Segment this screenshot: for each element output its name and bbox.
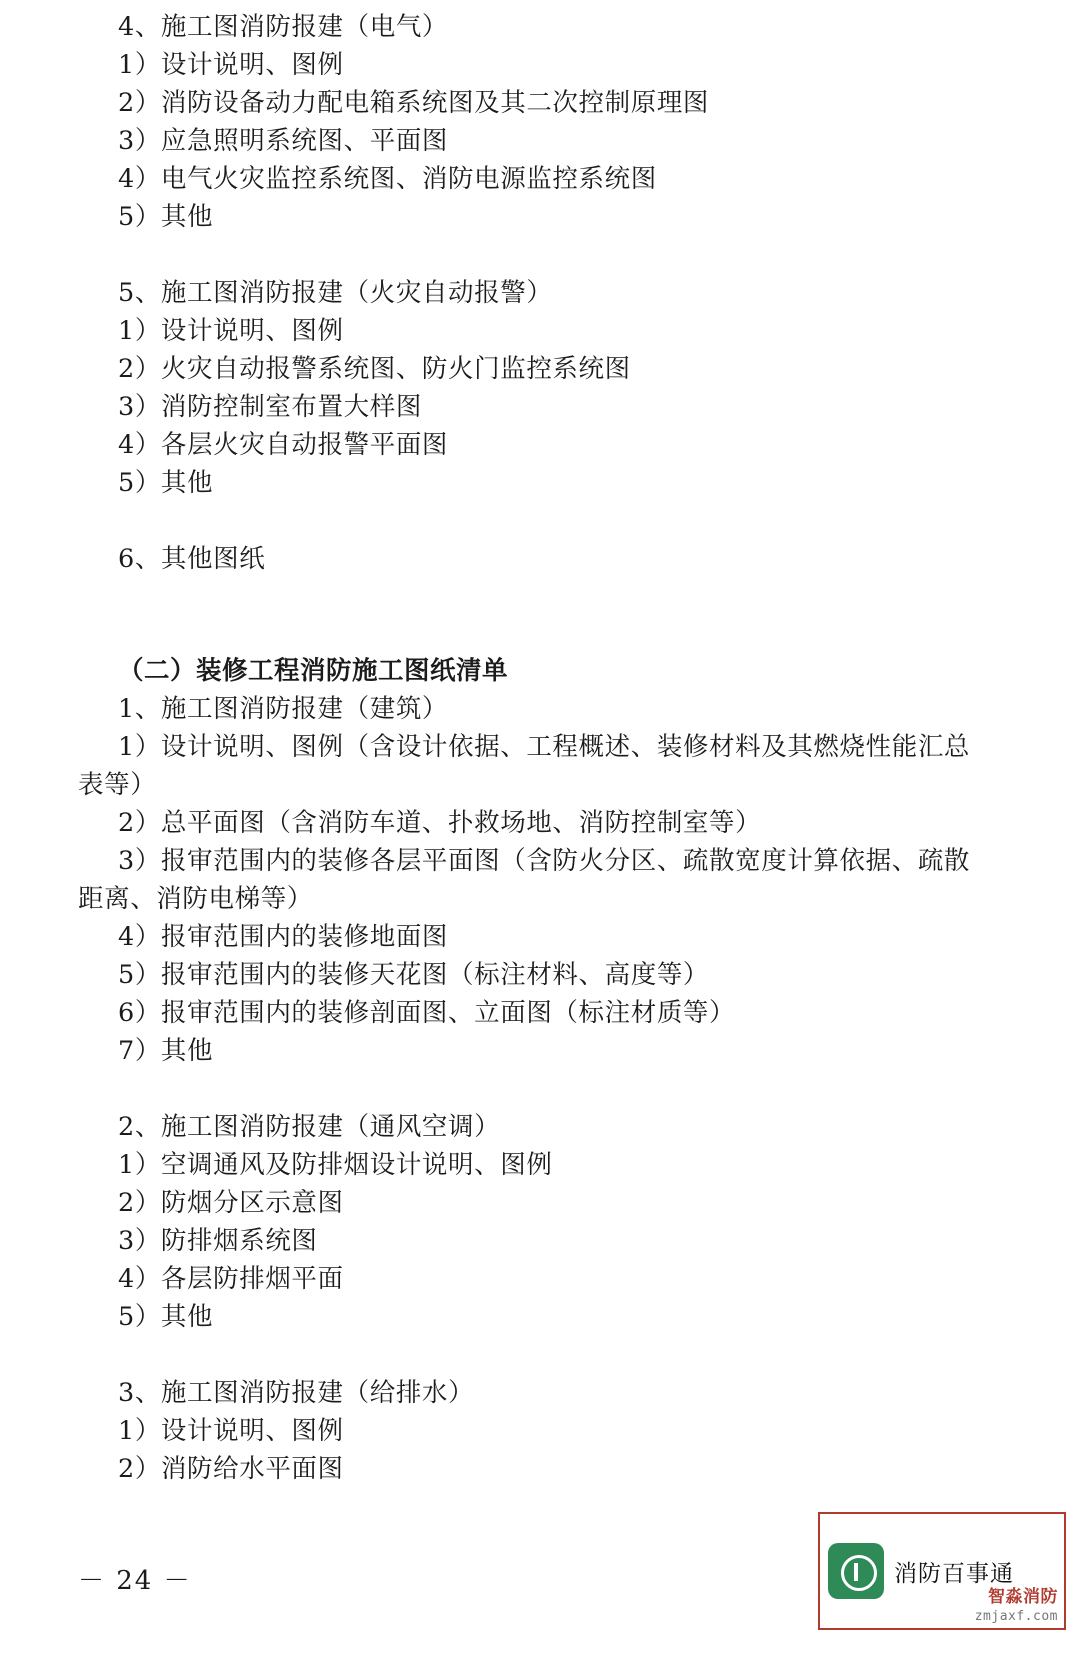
list-item: 5）其他 bbox=[118, 202, 214, 232]
stamp-subtitle: 智淼消防 bbox=[988, 1587, 1058, 1607]
watermark-stamp bbox=[818, 1512, 1066, 1630]
stamp-url: zmjaxf.com bbox=[974, 1609, 1058, 1624]
list-item: 4）各层火灾自动报警平面图 bbox=[118, 430, 449, 460]
list-item: 2、施工图消防报建（通风空调） bbox=[118, 1112, 501, 1142]
list-item: 1）设计说明、图例 bbox=[118, 316, 344, 346]
list-item: 4）报审范围内的装修地面图 bbox=[118, 922, 449, 952]
page-number: － 24 － bbox=[78, 1566, 192, 1596]
list-item: 5、施工图消防报建（火灾自动报警） bbox=[118, 278, 553, 308]
list-item: 6、其他图纸 bbox=[118, 544, 266, 574]
list-item: 3）消防控制室布置大样图 bbox=[118, 392, 422, 422]
stamp-credit bbox=[975, 1566, 1058, 1624]
list-item: 6）报审范围内的装修剖面图、立面图（标注材质等） bbox=[118, 998, 736, 1028]
list-item: 1、施工图消防报建（建筑） bbox=[118, 694, 449, 724]
page-body bbox=[78, 8, 983, 1488]
wechat-qr-logo-icon bbox=[828, 1543, 884, 1599]
section-spacer bbox=[78, 578, 983, 636]
list-item-continuation: 表等） bbox=[78, 770, 157, 800]
paragraph-spacer bbox=[78, 1070, 983, 1108]
stamp-title: 消防百事通 bbox=[894, 1560, 1014, 1587]
list-item: 5）其他 bbox=[118, 1302, 214, 1332]
list-item: 4、施工图消防报建（电气） bbox=[118, 12, 449, 42]
list-item: 1）设计说明、图例 bbox=[118, 50, 344, 80]
list-item: 3）应急照明系统图、平面图 bbox=[118, 126, 449, 156]
list-item: 2）消防设备动力配电箱系统图及其二次控制原理图 bbox=[118, 88, 710, 118]
list-item: 7）其他 bbox=[118, 1036, 214, 1066]
list-item: 1）空调通风及防排烟设计说明、图例 bbox=[118, 1150, 553, 1180]
list-item: 3）报审范围内的装修各层平面图（含防火分区、疏散宽度计算依据、疏散 bbox=[118, 846, 971, 876]
list-item: 1）设计说明、图例 bbox=[118, 1416, 344, 1446]
paragraph-spacer bbox=[78, 1336, 983, 1374]
list-item: 3）防排烟系统图 bbox=[118, 1226, 318, 1256]
list-item-continuation: 距离、消防电梯等） bbox=[78, 884, 313, 914]
list-item: 3、施工图消防报建（给排水） bbox=[118, 1378, 475, 1408]
section-heading: （二）装修工程消防施工图纸清单 bbox=[118, 656, 509, 686]
list-item: 4）电气火灾监控系统图、消防电源监控系统图 bbox=[118, 164, 657, 194]
list-item: 5）报审范围内的装修天花图（标注材料、高度等） bbox=[118, 960, 710, 990]
list-item: 4）各层防排烟平面 bbox=[118, 1264, 344, 1294]
section-spacer bbox=[78, 636, 983, 652]
list-item: 5）其他 bbox=[118, 468, 214, 498]
list-item: 1）设计说明、图例（含设计依据、工程概述、装修材料及其燃烧性能汇总 bbox=[118, 732, 971, 762]
list-item: 2）火灾自动报警系统图、防火门监控系统图 bbox=[118, 354, 631, 384]
paragraph-spacer bbox=[78, 502, 983, 540]
list-item: 2）防烟分区示意图 bbox=[118, 1188, 344, 1218]
list-item: 2）总平面图（含消防车道、扑救场地、消防控制室等） bbox=[118, 808, 762, 838]
list-item: 2）消防给水平面图 bbox=[118, 1454, 344, 1484]
paragraph-spacer bbox=[78, 236, 983, 274]
